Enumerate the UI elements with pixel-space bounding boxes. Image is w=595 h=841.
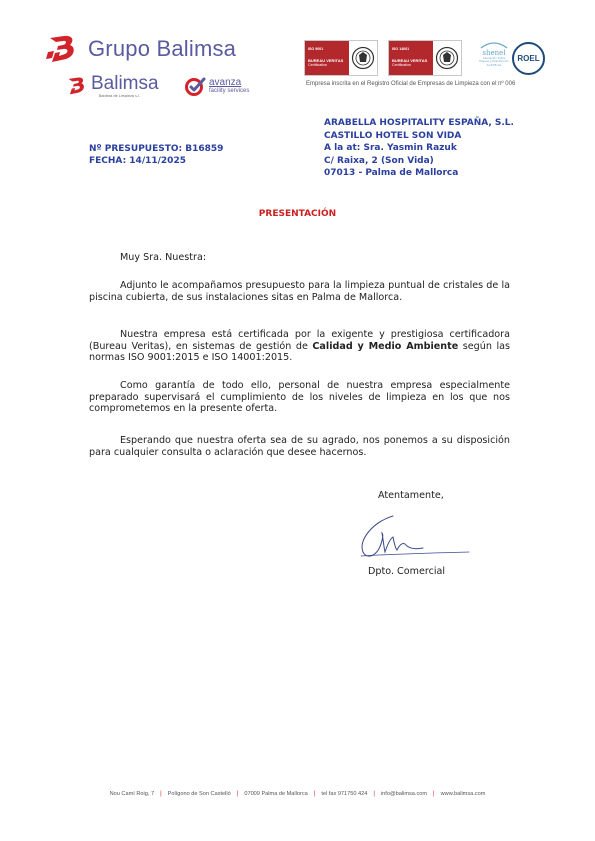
footer-phone: tel fax 971750 424	[321, 791, 368, 797]
recipient-company: ARABELLA HOSPITALITY ESPAÑA, S.L.	[324, 118, 514, 128]
bureau-veritas-seal-icon	[435, 44, 459, 72]
avanza-name: avanza	[209, 77, 242, 88]
paragraph-text: Esperando que nuestra oferta sea de su agrado, nos ponemos a su disposición para cualquier consulta o aclaración que desee hacernos.	[89, 435, 510, 458]
shenel-subtitle: Asociación Sobre Higiene y Desinfección de Edificios	[479, 57, 509, 67]
iso-9001-certification	[304, 40, 378, 76]
quote-info	[89, 143, 223, 167]
footer-separator: |	[160, 791, 162, 797]
shenel-logo	[478, 41, 510, 67]
avanza-subtitle: facility services	[209, 88, 250, 94]
roel-name: ROEL	[517, 54, 540, 63]
shenel-arc-icon	[479, 41, 509, 49]
section-title: PRESENTACIÓN	[258, 209, 337, 219]
footer-website[interactable]: www.balimsa.com	[440, 791, 486, 797]
quote-date: FECHA: 14/11/2025	[89, 156, 186, 166]
paragraph-text-b: según las normas ISO 9001:2015 e ISO 14001:2015.	[89, 340, 510, 363]
cert-body-label: BUREAU VERITAS	[308, 58, 344, 63]
department-signature: Dpto. Comercial	[368, 566, 446, 577]
recipient-venue: CASTILLO HOTEL SON VIDA	[324, 130, 462, 141]
paragraph-text-a: Nuestra empresa está certificada por la exigente y prestigiosa certificadora (Bureau Veritas), en sistemas de gestión de	[89, 329, 510, 352]
grupo-balimsa-logo	[46, 34, 236, 64]
iso-14001-certification	[388, 40, 462, 76]
paragraph-text: Adjunto le acompañamos presupuesto para la limpieza puntual de cristales de la piscina cubierta, de sus instalaciones sitas en Palma de Mallorca.	[89, 280, 510, 303]
cert-type-label: Certification	[392, 63, 411, 67]
cert-type-label: Certification	[308, 63, 327, 67]
footer-address: Nou Camí Roig, 7	[109, 791, 155, 797]
quote-number: Nº PRESUPUESTO: B16859	[89, 144, 224, 154]
balimsa-b-mark-icon	[46, 34, 80, 64]
handwritten-signature	[353, 512, 473, 564]
recipient-attention: A la at: Sra. Yasmin Razuk	[324, 143, 457, 153]
paragraph-text: Como garantía de todo ello, personal de nuestra empresa especialmente preparado supervisará el cumplimiento de los niveles de limpieza en los que nos comprometemos en la presente oferta.	[89, 380, 510, 414]
avanza-mark-icon	[184, 76, 206, 96]
cert-body-label: BUREAU VERITAS	[392, 58, 428, 63]
brand-name: Balimsa	[91, 73, 159, 94]
letter-paragraph-2	[89, 329, 510, 364]
recipient-address	[324, 117, 514, 180]
footer-separator: |	[236, 791, 239, 797]
footer	[0, 791, 595, 797]
footer-separator: |	[433, 791, 435, 797]
shenel-name: shenel	[482, 49, 506, 57]
brand-subtitle: Baldeos de Limpieza s.l.	[99, 94, 140, 98]
paragraph-bold-text: Calidad y Medio Ambiente	[312, 340, 459, 352]
cert-iso-label: ISO 14001	[392, 47, 410, 51]
cert-iso-label: ISO 9001	[308, 47, 324, 51]
letter-paragraph-4	[89, 435, 510, 458]
footer-separator: |	[373, 791, 375, 797]
letter-paragraph-1	[89, 280, 510, 303]
roel-logo	[512, 42, 545, 75]
footer-email[interactable]: info@balimsa.com	[380, 791, 428, 797]
closing-text: Atentamente,	[378, 490, 444, 501]
footer-city: 07009 Palma de Mallorca	[244, 791, 308, 797]
balimsa-logo	[66, 74, 159, 98]
footer-area: Polígono de Son Castelló	[167, 791, 231, 797]
group-title: Grupo Balimsa	[88, 36, 237, 61]
footer-separator: |	[313, 791, 316, 797]
recipient-city: 07013 - Palma de Mallorca	[324, 168, 459, 178]
recipient-street: C/ Raixa, 2 (Son Vida)	[324, 155, 434, 166]
greeting-text: Muy Sra. Nuestra:	[120, 252, 207, 263]
bureau-veritas-seal-icon	[351, 44, 375, 72]
balimsa-small-b-icon	[66, 76, 88, 96]
registry-note: Empresa inscrita en el Registro Oficial de Empresas de Limpieza con el nº 006	[306, 81, 516, 87]
paragraph-text	[89, 329, 510, 364]
letter-greeting	[89, 252, 510, 264]
avanza-logo	[184, 76, 249, 96]
letter-paragraph-3	[89, 380, 510, 415]
